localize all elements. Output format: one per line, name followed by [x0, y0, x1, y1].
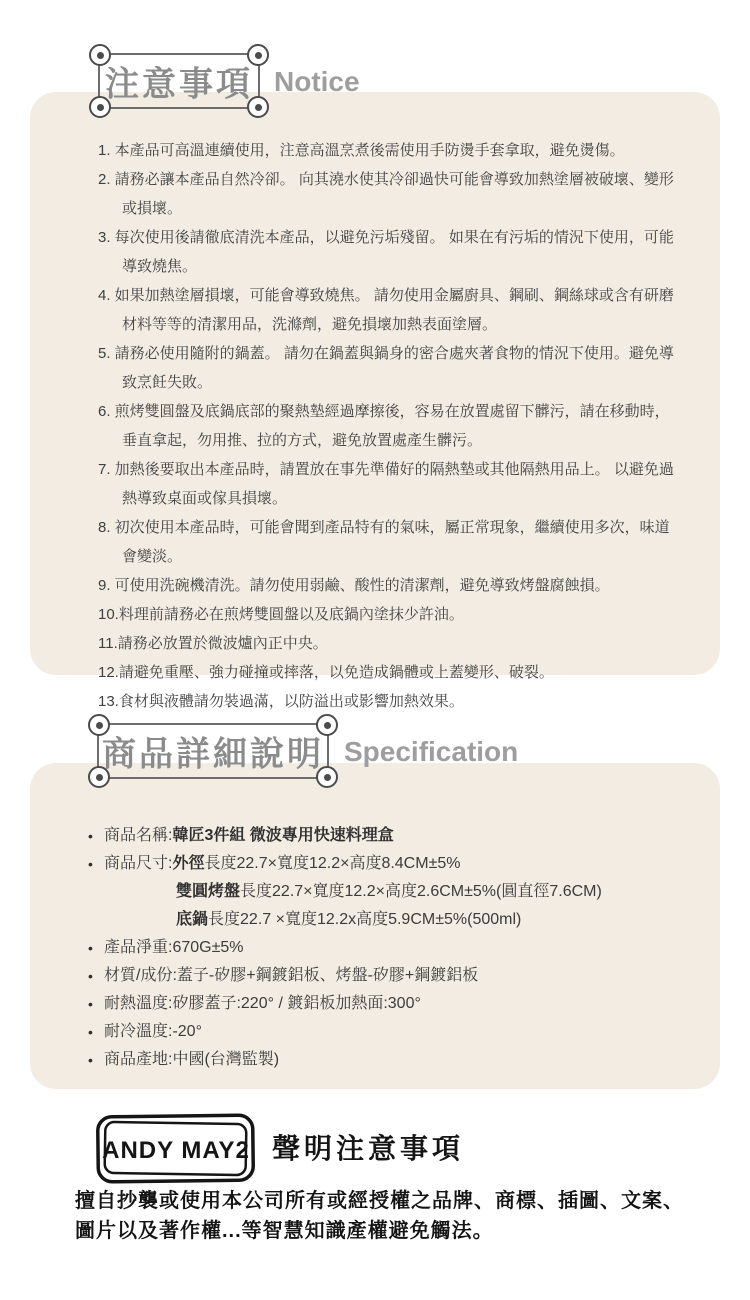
declaration-heading: 聲明注意事項: [272, 1133, 465, 1164]
spec-value: 中國(台灣監製): [172, 1051, 280, 1068]
notice-item: 12.請避免重壓、強力碰撞或摔落，以免造成鍋體或上蓋變形、破裂。: [98, 664, 554, 681]
spec-title: 商品詳細說明: [102, 735, 324, 774]
spec-row-dimensions-pot: [88, 906, 688, 934]
notice-item: 8. 初次使用本產品時，可能會聞到產品特有的氣味，屬正常現象，繼續使用多次，味道會變淡。: [98, 519, 670, 565]
bullet-icon: •: [88, 1052, 93, 1068]
spec-list: [88, 822, 688, 1074]
declaration-line: 擅自抄襲或使用本公司所有或經授權之品牌、商標、插圖、文案、: [75, 1190, 684, 1212]
notice-item: 2. 請務必讓本產品自然冷卻。 向其澆水使其冷卻過快可能會導致加熱塗層被破壞、變形或損壞。: [98, 171, 674, 217]
andymay2-logo: [94, 1111, 258, 1192]
spec-row-weight: [88, 934, 688, 962]
spec-value: 長度22.7 ×寬度12.2x高度5.9CM±5%(500ml): [208, 911, 522, 928]
declaration-text: [75, 1186, 705, 1246]
spec-value-bold: 外徑: [172, 855, 205, 872]
spec-row-heat-resistance: [88, 990, 688, 1018]
spec-label: 耐冷溫度:: [104, 1023, 173, 1040]
spec-label: 產品淨重:: [104, 939, 173, 956]
spec-row-cold-resistance: [88, 1018, 688, 1046]
spec-value: 670G±5%: [172, 939, 244, 956]
notice-item: 5. 請務必使用隨附的鍋蓋。 請勿在鍋蓋與鍋身的密合處夾著食物的情況下使用。避免導致烹飪失敗。: [98, 345, 674, 391]
spec-row-dimensions: [88, 850, 688, 878]
notice-title: 注意事項: [105, 65, 253, 104]
declaration-line: 圖片以及著作權...等智慧知識產權避免觸法。: [75, 1220, 494, 1242]
spec-value: 長度22.7×寬度12.2×高度2.6CM±5%(圓直徑7.6CM): [240, 883, 602, 900]
notice-item: 7. 加熱後要取出本產品時，請置放在事先準備好的隔熱墊或其他隔熱用品上。 以避免過熱導致桌面或傢具損壞。: [98, 461, 674, 507]
notice-subtitle: Notice: [274, 66, 360, 97]
notice-item: 6. 煎烤雙圓盤及底鍋底部的聚熱墊經過摩擦後，容易在放置處留下髒污，請在移動時，垂直拿起，勿用推、拉的方式，避免放置處產生髒污。: [98, 403, 670, 449]
spec-header-box: [97, 723, 329, 779]
notice-item: 1. 本產品可高溫連續使用，注意高溫烹煮後需使用手防燙手套拿取，避免燙傷。: [98, 142, 625, 159]
bullet-icon: •: [88, 996, 93, 1012]
notice-item: 13.食材與液體請勿裝過滿，以防溢出或影響加熱效果。: [98, 693, 464, 710]
spec-row-dimensions-plate: [88, 878, 688, 906]
bullet-icon: •: [88, 828, 93, 844]
spec-value: 長度22.7×寬度12.2×高度8.4CM±5%: [204, 855, 461, 872]
bullet-icon: •: [88, 940, 93, 956]
bullet-icon: •: [88, 968, 93, 984]
notice-item: 4. 如果加熱塗層損壞，可能會導致燒焦。 請勿使用金屬廚具、鋼刷、鋼絲球或含有研磨材料等等的清潔用品，洗滌劑，避免損壞加熱表面塗層。: [98, 287, 674, 333]
bullet-icon: •: [88, 856, 93, 872]
notice-list: [98, 136, 676, 716]
notice-header-box: [98, 53, 260, 109]
spec-row-material: [88, 962, 688, 990]
spec-row-origin: [88, 1046, 688, 1074]
notice-item: 9. 可使用洗碗機清洗。請勿使用弱鹼、酸性的清潔劑，避免導致烤盤腐蝕損。: [98, 577, 610, 594]
spec-label: 商品產地:: [104, 1051, 173, 1068]
notice-item: 3. 每次使用後請徹底清洗本產品，以避免污垢殘留。 如果在有污垢的情況下使用，可能導致燒焦。: [98, 229, 674, 275]
notice-item: 11.請務必放置於微波爐內正中央。: [98, 635, 328, 652]
spec-subtitle: Specification: [344, 736, 519, 767]
notice-item: 10.料理前請務必在煎烤雙圓盤以及底鍋內塗抹少許油。: [98, 606, 464, 623]
spec-label: 商品名稱:: [104, 827, 173, 844]
spec-value: 蓋子-矽膠+鋼鍍鋁板、烤盤-矽膠+鋼鍍鋁板: [176, 967, 479, 984]
spec-row-product-name: [88, 822, 688, 850]
spec-value: 矽膠蓋子:220° / 鍍鋁板加熱面:300°: [172, 995, 421, 1012]
spec-label: 材質/成份:: [104, 967, 177, 984]
spec-value-bold: 韓匠3件組 微波專用快速料理盒: [172, 827, 394, 844]
spec-value: -20°: [172, 1023, 202, 1040]
spec-label: 商品尺寸:: [104, 855, 173, 872]
spec-value-bold: 底鍋: [176, 911, 209, 928]
brand-name: ANDY MAY2: [102, 1137, 250, 1164]
spec-label: 耐熱溫度:: [104, 995, 173, 1012]
spec-value-bold: 雙圓烤盤: [176, 883, 241, 900]
bullet-icon: •: [88, 1024, 93, 1040]
